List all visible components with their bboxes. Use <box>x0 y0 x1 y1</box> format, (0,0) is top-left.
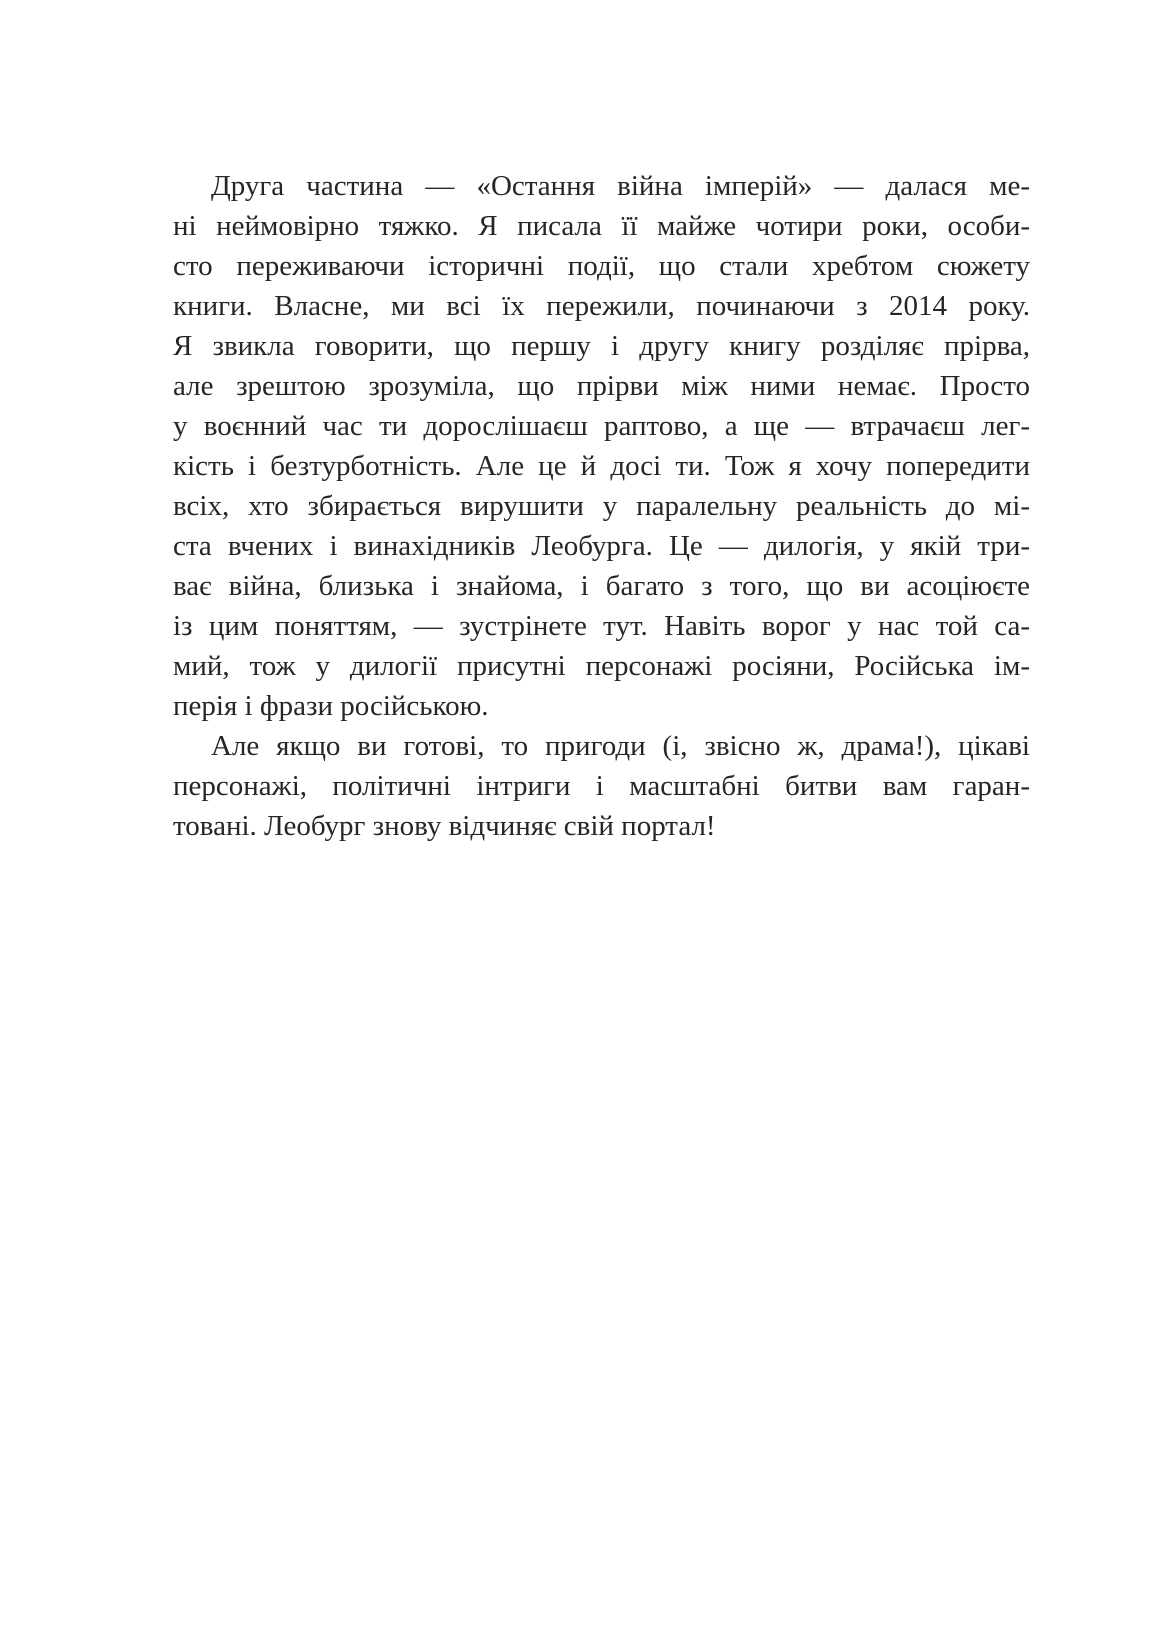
text-line: ває війна, близька і знайома, і багато з того, що ви асоціюєте <box>173 570 1030 602</box>
paragraph <box>173 726 1030 846</box>
text-line: Але якщо ви готові, то пригоди (і, звісно ж, драма!), цікаві <box>211 730 1030 762</box>
text-line: кість і безтурботність. Але це й досі ти. Тож я хочу попередити <box>173 450 1030 482</box>
text-line: із цим поняттям, — зустрінете тут. Навіть ворог у нас той са- <box>173 610 1030 642</box>
text-line: перія і фрази російською. <box>173 690 489 722</box>
text-line: персонажі, політичні інтриги і масштабні битви вам гаран- <box>173 770 1030 802</box>
text-line: мий, тож у дилогії присутні персонажі росіяни, Російська ім- <box>173 650 1030 682</box>
text-line: але зрештою зрозуміла, що прірви між ними немає. Просто <box>173 370 1030 402</box>
text-line: сто переживаючи історичні події, що стали хребтом сюжету <box>173 250 1030 282</box>
text-line: товані. Леобург знову відчиняє свій портал! <box>173 810 716 842</box>
text-line: у воєнний час ти дорослішаєш раптово, а ще — втрачаєш лег- <box>173 410 1030 442</box>
paragraph <box>173 166 1030 726</box>
text-line: Я звикла говорити, що першу і другу книгу розділяє прірва, <box>173 330 1030 362</box>
text-line: ста вчених і винахідників Леобурга. Це — дилогія, у якій три- <box>173 530 1030 562</box>
text-line: Друга частина — «Остання війна імперій» — далася ме- <box>211 170 1030 202</box>
text-line: ні неймовірно тяжко. Я писала її майже чотири роки, особи- <box>173 210 1030 242</box>
text-block <box>173 166 1030 846</box>
text-line: книги. Власне, ми всі їх пережили, починаючи з 2014 року. <box>173 290 1030 322</box>
text-line: всіх, хто збирається вирушити у паралельну реальність до мі- <box>173 490 1030 522</box>
